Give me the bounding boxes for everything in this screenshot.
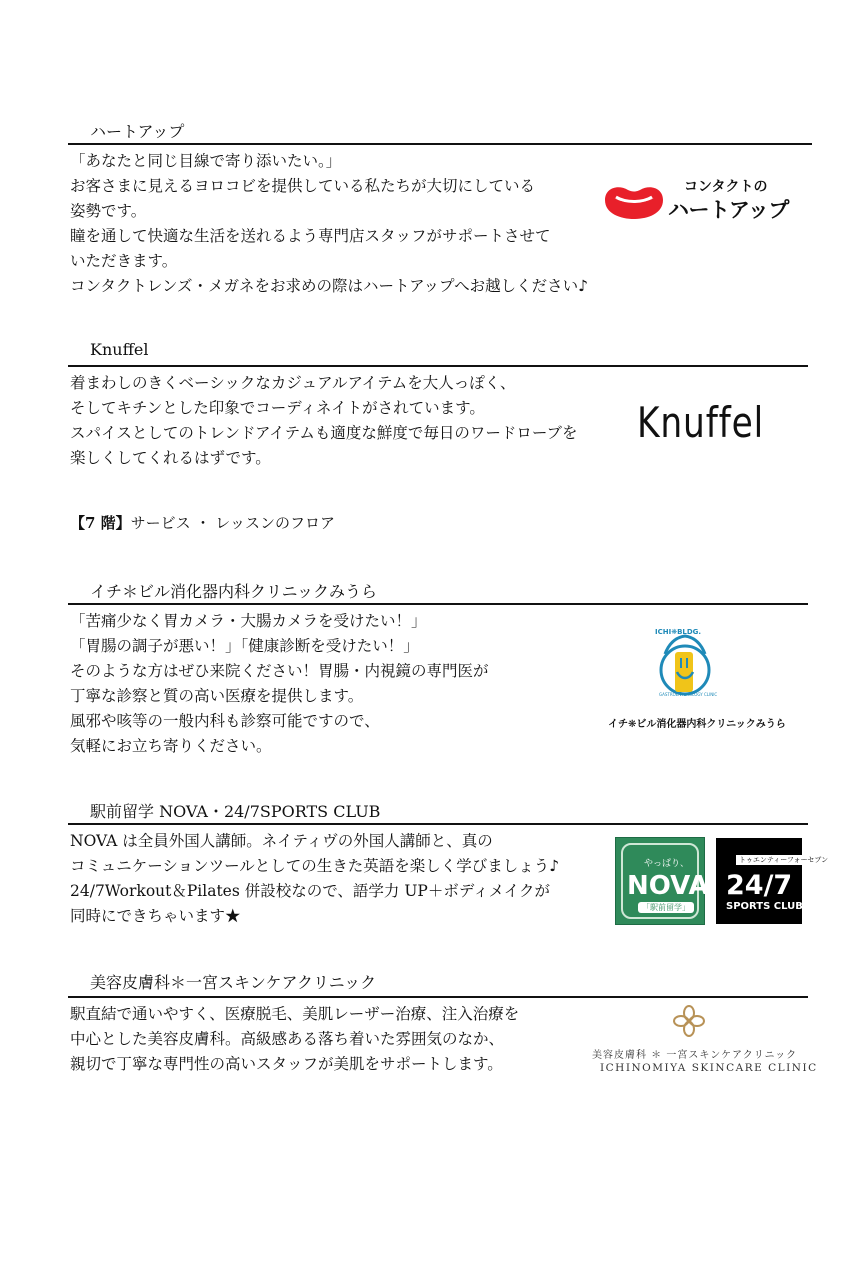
section-title-knuffel: Knuffel	[90, 340, 149, 359]
heartup-lips-icon	[602, 182, 666, 220]
section-title-ichi-clinic: イチ＊ビル消化器内科クリニックみうら	[90, 582, 378, 601]
body-line: スパイスとしてのトレンドアイテムも適度な鮮度で毎日のワードローブを	[70, 424, 578, 442]
ichi-logo-caption: イチ❋ビル消化器内科クリニックみうら	[608, 719, 786, 730]
nova-logo-small: やっぱり、	[644, 859, 690, 869]
section-body-heartup	[70, 149, 588, 299]
section-title-nova: 駅前留学 NOVA・24/7SPORTS CLUB	[90, 802, 381, 821]
sports-logo-tag: トゥエンティーフォーセブン	[736, 855, 831, 865]
ichi-clinic-logo	[605, 628, 786, 732]
body-line: 駅直結で通いやすく、医療脱毛、美肌レーザー治療、注入治療を	[70, 1005, 520, 1023]
heartup-logo-main: ハートアップ	[668, 198, 789, 222]
heartup-logo-top: コンタクトの	[684, 179, 768, 195]
body-line: お客さまに見えるヨロコビを提供している私たちが大切にしている	[70, 177, 536, 195]
body-line: 丁寧な診察と質の高い医療を提供します。	[70, 687, 364, 705]
heartup-logo	[602, 174, 792, 224]
sports-logo-club: SPORTS CLUB	[726, 901, 803, 912]
skincare-logo-jp: 美容皮膚科 ＊ 一宮スキンケアクリニック	[592, 1050, 798, 1061]
body-line: 「あなたと同じ目線で寄り添いたい。」	[70, 152, 342, 170]
body-line: 「胃腸の調子が悪い！」「健康診断を受けたい！」	[70, 637, 419, 655]
knuffel-logo: Knuffel	[637, 398, 764, 447]
body-line: そのような方はぜひ来院ください！胃腸・内視鏡の専門医が	[70, 662, 489, 680]
ichi-logo-sub: GASTROENTEROLOGY CLINIC	[659, 692, 718, 697]
body-line: いただきます。	[70, 252, 178, 270]
body-line: 親切で丁寧な専門性の高いスタッフが美肌をサポートします。	[70, 1055, 503, 1073]
skincare-clinic-logo	[590, 1004, 818, 1076]
section-divider	[68, 143, 812, 145]
body-line: NOVA は全員外国人講師。ネイティヴの外国人講師と、真の	[70, 832, 493, 850]
section-divider	[68, 823, 808, 825]
body-line: 風邪や咳等の一般内科も診察可能ですので、	[70, 712, 380, 730]
nova-logo	[615, 837, 709, 925]
skincare-logo-en: ICHINOMIYA SKINCARE CLINIC	[600, 1062, 818, 1074]
section-title-heartup: ハートアップ	[90, 122, 185, 141]
nova-logo-sub: 「駅前留学」	[638, 902, 694, 913]
section-body-nova	[70, 829, 559, 929]
body-line: 姿勢です。	[70, 202, 147, 220]
sports-logo-number: 24/7	[726, 870, 793, 901]
body-line: 楽しくしてくれるはずです。	[70, 449, 271, 467]
section-title-skincare: 美容皮膚科＊一宮スキンケアクリニック	[90, 973, 377, 992]
body-line: コンタクトレンズ・メガネをお求めの際はハートアップへお越しください♪	[70, 277, 589, 295]
body-line: 着まわしのきくベーシックなカジュアルアイテムを大人っぽく、	[70, 374, 516, 392]
nova-logo-word: NOVA	[627, 871, 709, 901]
body-line: そしてキチンとした印象でコーディネイトがされています。	[70, 399, 485, 417]
skincare-flower-icon	[672, 1004, 706, 1038]
section-divider	[68, 603, 808, 605]
section-body-knuffel	[70, 371, 578, 471]
body-line: 瞳を通して快適な生活を送れるよう専門店スタッフがサポートさせて	[70, 227, 551, 245]
section-divider	[68, 996, 808, 998]
section-body-ichi-clinic	[70, 609, 489, 759]
ichi-logo-ring: ICHI❋BLDG.	[655, 628, 702, 636]
floor-bracket: 【7 階】	[70, 514, 131, 532]
section-divider	[68, 365, 808, 367]
body-line: 中心とした美容皮膚科。高級感ある落ち着いた雰囲気のなか、	[70, 1030, 505, 1048]
body-line: 「苦痛少なく胃カメラ・大腸カメラを受けたい！」	[70, 612, 427, 630]
section-body-skincare	[70, 1002, 519, 1077]
body-line: 気軽にお立ち寄りください。	[70, 737, 272, 755]
floor-text: サービス ・ レッスンのフロア	[130, 514, 336, 532]
body-line: 同時にできちゃいます★	[70, 907, 241, 925]
body-line: コミュニケーションツールとしての生きた英語を楽しく学びましょう♪	[70, 857, 560, 875]
floor-heading	[70, 512, 335, 533]
sports-club-logo	[716, 838, 829, 924]
body-line: 24/7Workout＆Pilates 併設校なので、語学力 UP＋ボディメイクが	[70, 882, 550, 900]
